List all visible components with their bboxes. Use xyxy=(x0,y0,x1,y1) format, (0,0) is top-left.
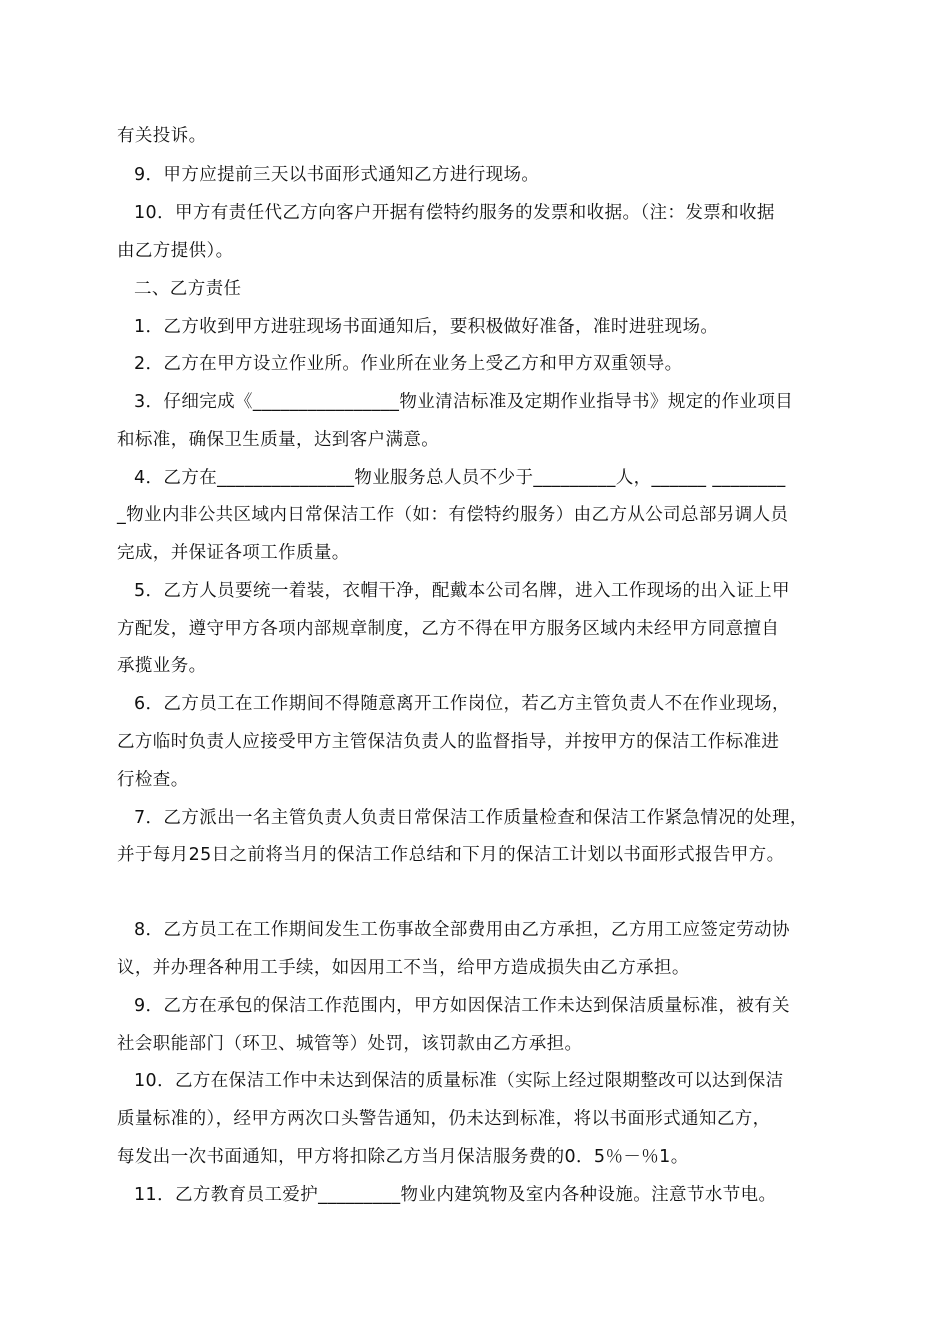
text-line: 9．乙方在承包的保洁工作范围内，甲方如因保洁工作未达到保洁质量标准，被有关 xyxy=(134,996,790,1016)
section-heading: 二、乙方责任 xyxy=(134,279,242,299)
text-line: 承揽业务。 xyxy=(117,656,207,676)
text-line: 9．甲方应提前三天以书面形式通知乙方进行现场。 xyxy=(134,165,540,185)
text-line: 方配发，遵守甲方各项内部规章制度，乙方不得在甲方服务区域内未经甲方同意擅自 xyxy=(117,619,780,639)
text-line: 2．乙方在甲方设立作业所。作业所在业务上受乙方和甲方双重领导。 xyxy=(134,354,683,374)
text-line: 6．乙方员工在工作期间不得随意离开工作岗位，若乙方主管负责人不在作业现场， xyxy=(134,694,790,714)
text-line: 10．甲方有责任代乙方向客户开据有偿特约服务的发票和收据。（注：发票和收据 xyxy=(134,203,775,223)
text-line: 有关投诉。 xyxy=(117,126,207,146)
text-line: 乙方临时负责人应接受甲方主管保洁负责人的监督指导，并按甲方的保洁工作标准进 xyxy=(117,732,780,752)
text-line: 由乙方提供）。 xyxy=(117,241,234,261)
text-line: 行检查。 xyxy=(117,770,189,790)
text-line: 3．仔细完成《________________物业清洁标准及定期作业指导书》规定的作业项目 xyxy=(134,392,794,412)
text-line: 4．乙方在_______________物业服务总人员不少于_________人，______ ________ xyxy=(134,468,786,488)
text-line: 8．乙方员工在工作期间发生工伤事故全部费用由乙方承担，乙方用工应签定劳动协 xyxy=(134,920,790,940)
text-line: 并于每月25日之前将当月的保洁工作总结和下月的保洁工计划以书面形式报告甲方。 xyxy=(117,845,785,865)
text-line: 议，并办理各种用工手续，如因用工不当，给甲方造成损失由乙方承担。 xyxy=(117,958,690,978)
text-line: _物业内非公共区域内日常保洁工作（如：有偿特约服务）由乙方从公司总部另调人员 xyxy=(117,505,789,525)
text-line: 和标准，确保卫生质量，达到客户满意。 xyxy=(117,430,440,450)
text-line: 每发出一次书面通知，甲方将扣除乙方当月保洁服务费的0．5％－％1。 xyxy=(117,1147,689,1167)
text-line: 1．乙方收到甲方进驻现场书面通知后，要积极做好准备，准时进驻现场。 xyxy=(134,317,719,337)
text-line: 10．乙方在保洁工作中未达到保洁的质量标准（实际上经过限期整改可以达到保洁 xyxy=(134,1071,784,1091)
text-line: 完成，并保证各项工作质量。 xyxy=(117,543,350,563)
text-line: 11．乙方教育员工爱护_________物业内建筑物及室内各种设施。注意节水节电。 xyxy=(134,1185,777,1205)
text-line: 7．乙方派出一名主管负责人负责日常保洁工作质量检查和保洁工作紧急情况的处理， xyxy=(134,808,808,828)
text-line: 社会职能部门（环卫、城管等）处罚，该罚款由乙方承担。 xyxy=(117,1034,583,1054)
text-line: 5．乙方人员要统一着装，衣帽干净，配戴本公司名牌，进入工作现场的出入证上甲 xyxy=(134,581,790,601)
text-line: 质量标准的），经甲方两次口头警告通知，仍未达到标准，将以书面形式通知乙方， xyxy=(117,1109,771,1129)
